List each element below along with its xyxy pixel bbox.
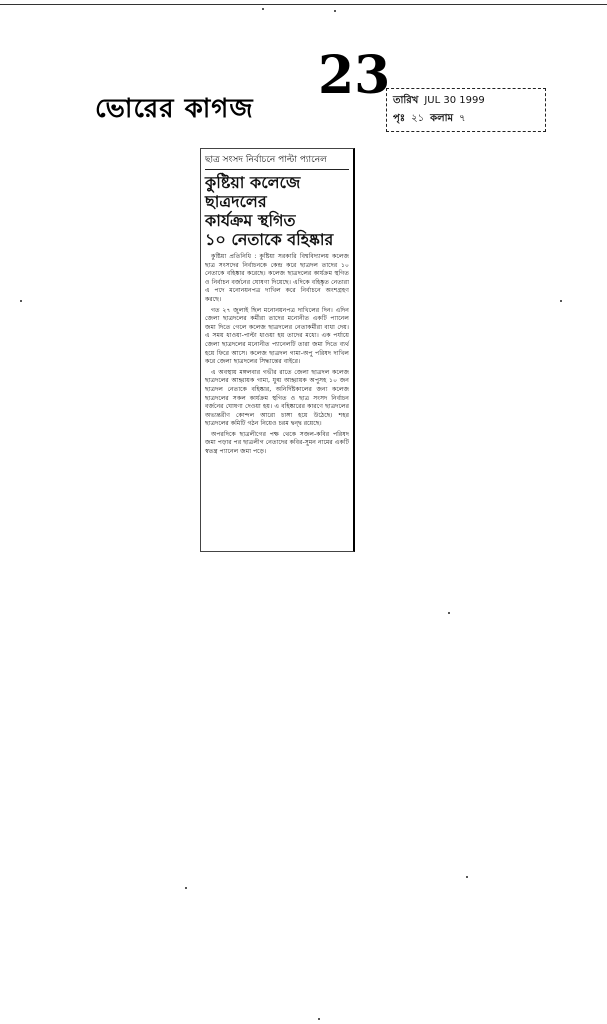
article-paragraph: গত ২৭ জুলাই ছিল মনোনয়নপত্র দাখিলের দিন। এদিন জেলা ছাত্রদলের কর্মীরা তাদের মনোনীত একটি প্যানেল জমা দিতে গেলে কলেজ ছাত্রদলের নেতাকর্মীরা বাধা দেয়। এ সময় ধাওয়া-পাল্টা ধাওয়া হয় তাদের মধ্যে। এক পর্যায়ে জেলা ছাত্রদলের মনোনীত প্যানেলটি তারা জমা দিতে ব্যর্থ হয়ে ফিরে আসে। কলেজ ছাত্রদল গামা-অপু পরিষদ দাখিল করে জেলা ছাত্রদলের সিদ্ধান্তের বাইরে। <box>205 306 349 366</box>
stamp-page-label: পৃঃ <box>393 113 406 124</box>
article-kicker: ছাত্র সংসদ নির্বাচনে পাল্টা প্যানেল <box>205 152 349 170</box>
headline-line: কুষ্টিয়া কলেজে ছাত্রদলের <box>205 173 301 211</box>
scan-speck <box>334 10 336 12</box>
stamp-date-value: JUL 30 1999 <box>424 95 485 106</box>
scan-speck <box>466 876 468 878</box>
scan-speck <box>448 612 450 614</box>
scan-speck <box>20 300 22 302</box>
stamp-date-row <box>393 92 539 110</box>
stamp-page-value: ২১ <box>411 113 425 124</box>
scan-speck <box>560 300 562 302</box>
stamp-column-value: ৭ <box>459 113 466 124</box>
headline-line: কার্যক্রম স্থগিত <box>205 211 296 230</box>
stamp-page-row <box>393 110 539 128</box>
headline-line: ১০ নেতাকে বহিষ্কার <box>205 230 334 249</box>
article-paragraph: এ অবস্থায় মঙ্গলবার গভীর রাতে জেলা ছাত্রদল কলেজ ছাত্রদলের আহ্বায়ক গামা, যুগ্ম আহ্বায়ক অপুসহ ১০ জন ছাত্রদল নেতাকে বহিষ্কার, অনির্দিষ্টকালের জন্য কলেজ ছাত্রদলের সকল কার্যক্রম স্থগিত ও ছাত্র সংসদ নির্বাচন বর্জনের ঘোষণা দেওয়া হয়। এ বহিষ্কারের কারণে ছাত্রদলের অভ্যন্তরীণ কোন্দল আরো চাঙ্গা হয়ে উঠেছে। শহর ছাত্রদলের কমিটি গঠন নিয়েও চরম দ্বন্দ্ব রয়েছে। <box>205 368 349 428</box>
article-paragraph: কুষ্টিয়া প্রতিনিধি : কুষ্টিয়া সরকারি বিশ্ববিদ্যালয় কলেজ ছাত্র সংসদের নির্বাচনকে কেন্দ্র করে ছাত্রদল তাদের ১০ নেতাকে বহিষ্কার করেছে। কলেজ ছাত্রদলের কার্যক্রম স্থগিত ও নির্বাচন বর্জনের ঘোষণা দিয়েছে। এদিকে বহিষ্কৃত নেতারা এ পদে মনোনয়নপত্র দাখিল করে নির্বাচনে অংশগ্রহণ করছে। <box>205 253 349 303</box>
news-clipping <box>200 148 355 552</box>
stamp-column-label: কলাম <box>430 113 454 124</box>
article-paragraph: অপরদিকে ছাত্রলীগের পক্ষ থেকে সজল-কবির পরিষদ জমা পড়ার পর ছাত্রলীগ নেতাদের কবির-সুমন নামের একটি স্বতন্ত্র প্যানেল জমা পড়ে। <box>205 430 349 456</box>
scan-speck <box>262 8 264 10</box>
archive-stamp <box>386 88 546 132</box>
stamp-date-label: তারিখ <box>393 95 419 106</box>
article-body <box>205 253 349 457</box>
newspaper-masthead: ভোরের কাগজ <box>95 94 254 124</box>
scan-speck <box>185 887 187 889</box>
handwritten-file-number: 23 <box>318 45 391 106</box>
article-headline <box>205 173 349 249</box>
scan-speck <box>318 1018 320 1020</box>
top-scan-edge <box>0 4 607 5</box>
